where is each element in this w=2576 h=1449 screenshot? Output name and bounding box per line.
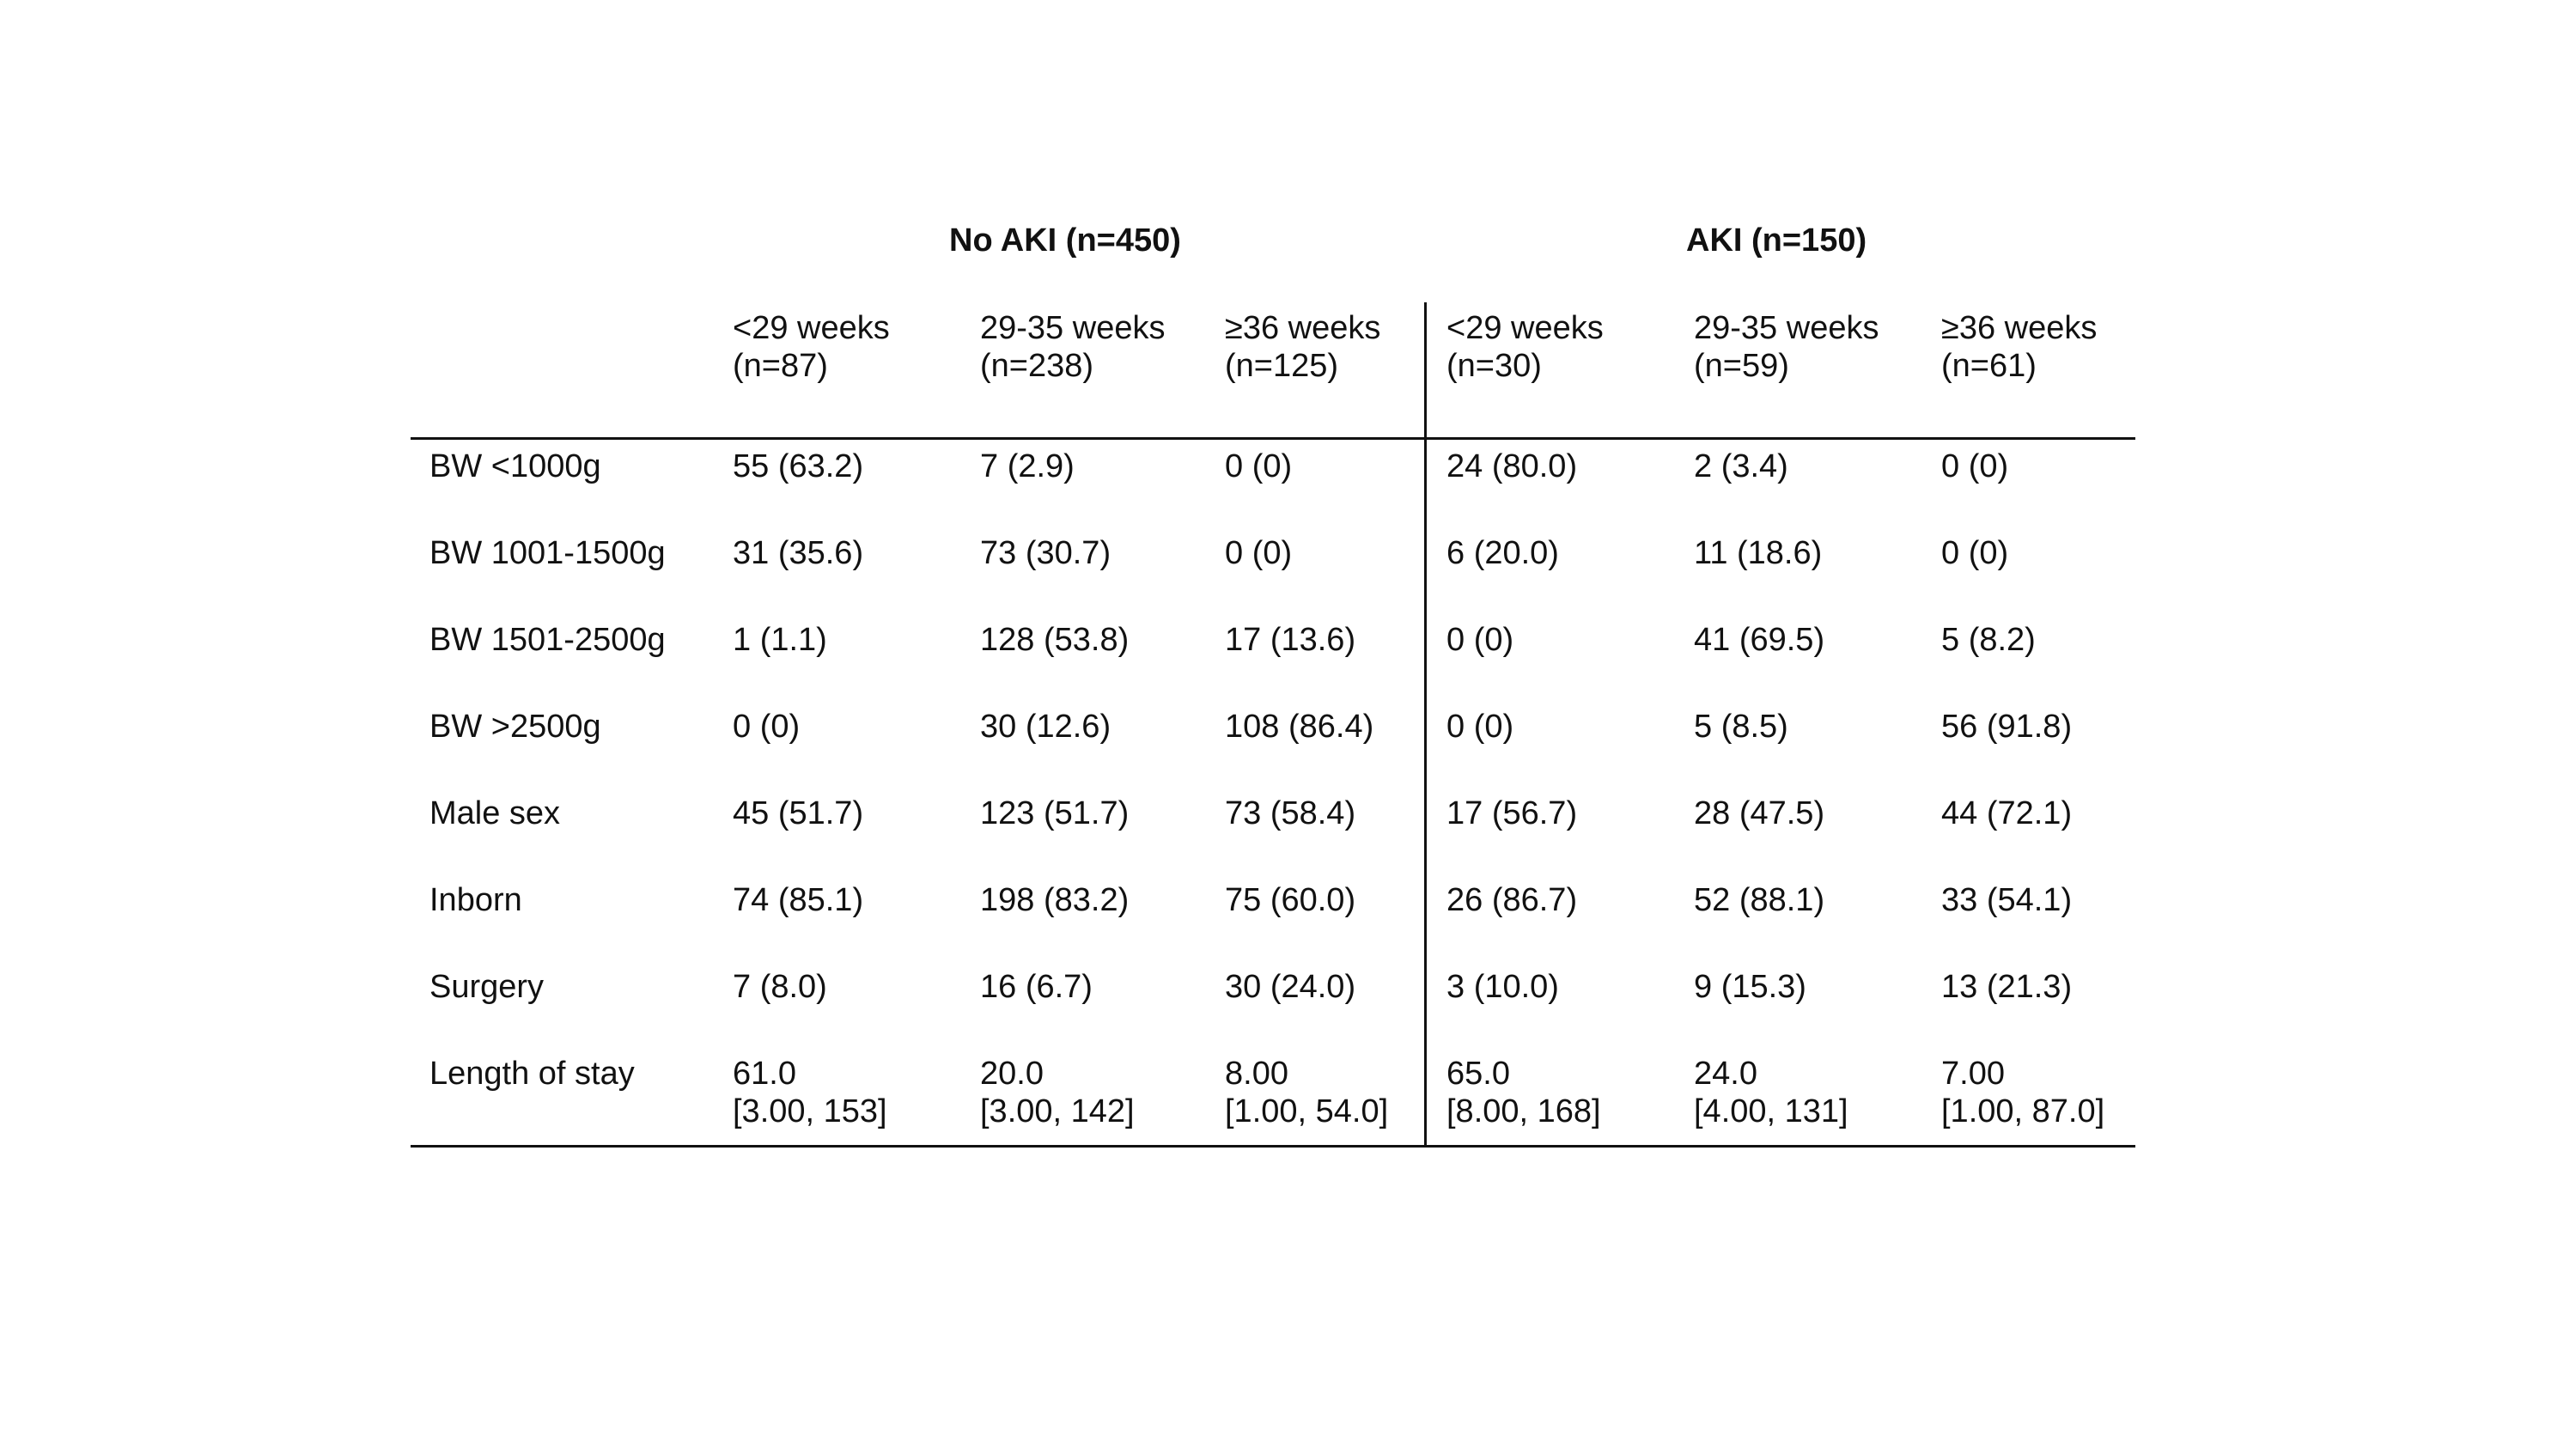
table-cell-line: 198 (83.2) (980, 882, 1130, 918)
table-cell-line: 9 (15.3) (1694, 969, 1806, 1005)
table-cell-line: 0 (0) (1225, 448, 1293, 484)
table-cell-line: 30 (24.0) (1225, 969, 1356, 1005)
column-header (1446, 309, 1604, 385)
table-cell (1941, 708, 2072, 746)
table-cell (733, 795, 863, 832)
table-cell (1225, 708, 1373, 746)
table-cell-line: 45 (51.7) (733, 795, 864, 831)
column-header-line: ≥36 weeks (1941, 310, 2098, 346)
table-cell (1694, 621, 1824, 659)
table-cell-line: 13 (21.3) (1941, 969, 2073, 1005)
table-cell-line: 7.00 (1941, 1056, 2005, 1092)
table-cell-line: 128 (53.8) (980, 622, 1130, 658)
table-cell-line: 7 (2.9) (980, 448, 1075, 484)
summary-table (411, 220, 2135, 1148)
column-header-line: ≥36 weeks (1225, 310, 1381, 346)
table-cell-line: 28 (47.5) (1694, 795, 1825, 831)
table-cell (1941, 621, 2036, 659)
table-cell (980, 1055, 1135, 1130)
table-cell-line: 41 (69.5) (1694, 622, 1825, 658)
bottom-rule (411, 1145, 2135, 1148)
table-cell-line: 31 (35.6) (733, 535, 864, 571)
table-cell-line: 75 (60.0) (1225, 882, 1356, 918)
row-label: BW 1501-2500g (429, 622, 666, 658)
table-cell (733, 534, 863, 572)
table-cell (1446, 795, 1577, 832)
table-cell-line: 73 (30.7) (980, 535, 1111, 571)
table-cell (980, 447, 1075, 485)
column-header-line: <29 weeks (733, 310, 890, 346)
column-header-line: 29-35 weeks (1694, 310, 1879, 346)
table-cell (980, 795, 1129, 832)
table-cell (733, 881, 863, 919)
table-cell (733, 447, 863, 485)
table-cell (733, 1055, 887, 1130)
table-cell-line: 52 (88.1) (1694, 882, 1825, 918)
table-cell (1225, 881, 1355, 919)
table-cell-line: 0 (0) (1446, 709, 1514, 745)
row-label: Male sex (429, 795, 561, 831)
table-cell (1941, 534, 2008, 572)
column-header (733, 309, 890, 385)
row-label: Length of stay (429, 1056, 635, 1092)
row-label: BW >2500g (429, 709, 601, 745)
table-cell-line: 2 (3.4) (1694, 448, 1788, 484)
table-cell-line: 0 (0) (1446, 622, 1514, 658)
table-cell (1225, 621, 1355, 659)
table-cell-line: 33 (54.1) (1941, 882, 2073, 918)
table-cell-line: 123 (51.7) (980, 795, 1130, 831)
table-cell (733, 708, 800, 746)
table-cell (1225, 534, 1292, 572)
table-cell (1941, 795, 2072, 832)
group-header-no-aki: No AKI (n=450) (949, 222, 1181, 259)
table-cell (1941, 1055, 2104, 1130)
table-cell-line: 0 (0) (1225, 535, 1293, 571)
table-cell (1694, 881, 1824, 919)
column-header-line: (n=238) (980, 348, 1094, 384)
table-cell (1694, 1055, 1848, 1130)
column-header (1694, 309, 1879, 385)
table-cell-line: 26 (86.7) (1446, 882, 1578, 918)
table-cell (980, 534, 1111, 572)
table-cell (1446, 621, 1513, 659)
table-cell (1225, 1055, 1388, 1130)
table-cell (733, 968, 827, 1006)
table-cell-line: 56 (91.8) (1941, 709, 2073, 745)
header-rule (411, 437, 2135, 440)
table-cell-line: 65.0 (1446, 1056, 1510, 1092)
table-cell-line: 108 (86.4) (1225, 709, 1374, 745)
row-label: BW <1000g (429, 448, 601, 484)
table-cell-line: 24 (80.0) (1446, 448, 1578, 484)
table-cell (1225, 968, 1355, 1006)
row-label: Surgery (429, 969, 545, 1005)
table-cell-line: 6 (20.0) (1446, 535, 1559, 571)
table-cell-line: 0 (0) (733, 709, 801, 745)
table-cell (1694, 708, 1788, 746)
table-cell (1446, 708, 1513, 746)
table-cell (1694, 447, 1788, 485)
table-cell-line: [4.00, 131] (1694, 1093, 1848, 1129)
column-header-line: 29-35 weeks (980, 310, 1166, 346)
table-cell-line: 44 (72.1) (1941, 795, 2073, 831)
table-cell (1941, 881, 2072, 919)
table-cell (1694, 795, 1824, 832)
table-cell (1694, 968, 1806, 1006)
table-cell-line: 0 (0) (1941, 448, 2009, 484)
table-cell-line: 61.0 (733, 1056, 796, 1092)
column-header-line: (n=125) (1225, 348, 1339, 384)
table-cell (1446, 534, 1559, 572)
table-cell-line: [8.00, 168] (1446, 1093, 1601, 1129)
table-cell-line: [1.00, 87.0] (1941, 1093, 2105, 1129)
table-cell-line: 8.00 (1225, 1056, 1288, 1092)
table-cell (1225, 795, 1355, 832)
table-cell-line: 17 (13.6) (1225, 622, 1356, 658)
group-header-aki: AKI (n=150) (1686, 222, 1867, 259)
table-cell-line: 5 (8.5) (1694, 709, 1788, 745)
column-header-line: (n=30) (1446, 348, 1542, 384)
table-cell-line: 0 (0) (1941, 535, 2009, 571)
table-cell-line: 5 (8.2) (1941, 622, 2036, 658)
column-header-line: <29 weeks (1446, 310, 1604, 346)
table-cell-line: 17 (56.7) (1446, 795, 1578, 831)
column-header (1225, 309, 1380, 385)
table-cell (1446, 447, 1577, 485)
table-cell-line: 16 (6.7) (980, 969, 1093, 1005)
table-cell (980, 621, 1129, 659)
row-label: Inborn (429, 882, 522, 918)
table-cell-line: 30 (12.6) (980, 709, 1111, 745)
table-cell (980, 708, 1111, 746)
group-divider-vertical (1424, 302, 1427, 1145)
table-cell (1694, 534, 1822, 572)
table-cell (1941, 968, 2072, 1006)
table-cell-line: [1.00, 54.0] (1225, 1093, 1389, 1129)
table-cell-line: 24.0 (1694, 1056, 1757, 1092)
table-cell (1941, 447, 2008, 485)
column-header (980, 309, 1165, 385)
table-cell-line: 55 (63.2) (733, 448, 864, 484)
table-cell (1446, 1055, 1601, 1130)
table-cell (980, 968, 1093, 1006)
table-cell-line: [3.00, 142] (980, 1093, 1135, 1129)
table-cell (1446, 881, 1577, 919)
table-cell-line: 1 (1.1) (733, 622, 827, 658)
table-cell (980, 881, 1129, 919)
row-label: BW 1001-1500g (429, 535, 666, 571)
table-cell-line: 11 (18.6) (1694, 535, 1823, 571)
table-cell (733, 621, 827, 659)
table-cell-line: 74 (85.1) (733, 882, 864, 918)
table-cell-line: 20.0 (980, 1056, 1044, 1092)
column-header (1941, 309, 2097, 385)
table-cell-line: 3 (10.0) (1446, 969, 1559, 1005)
table-cell-line: [3.00, 153] (733, 1093, 887, 1129)
table-cell (1446, 968, 1559, 1006)
column-header-line: (n=61) (1941, 348, 2037, 384)
column-header-line: (n=87) (733, 348, 828, 384)
table-cell-line: 73 (58.4) (1225, 795, 1356, 831)
table-cell-line: 7 (8.0) (733, 969, 827, 1005)
column-header-line: (n=59) (1694, 348, 1789, 384)
table-cell (1225, 447, 1292, 485)
